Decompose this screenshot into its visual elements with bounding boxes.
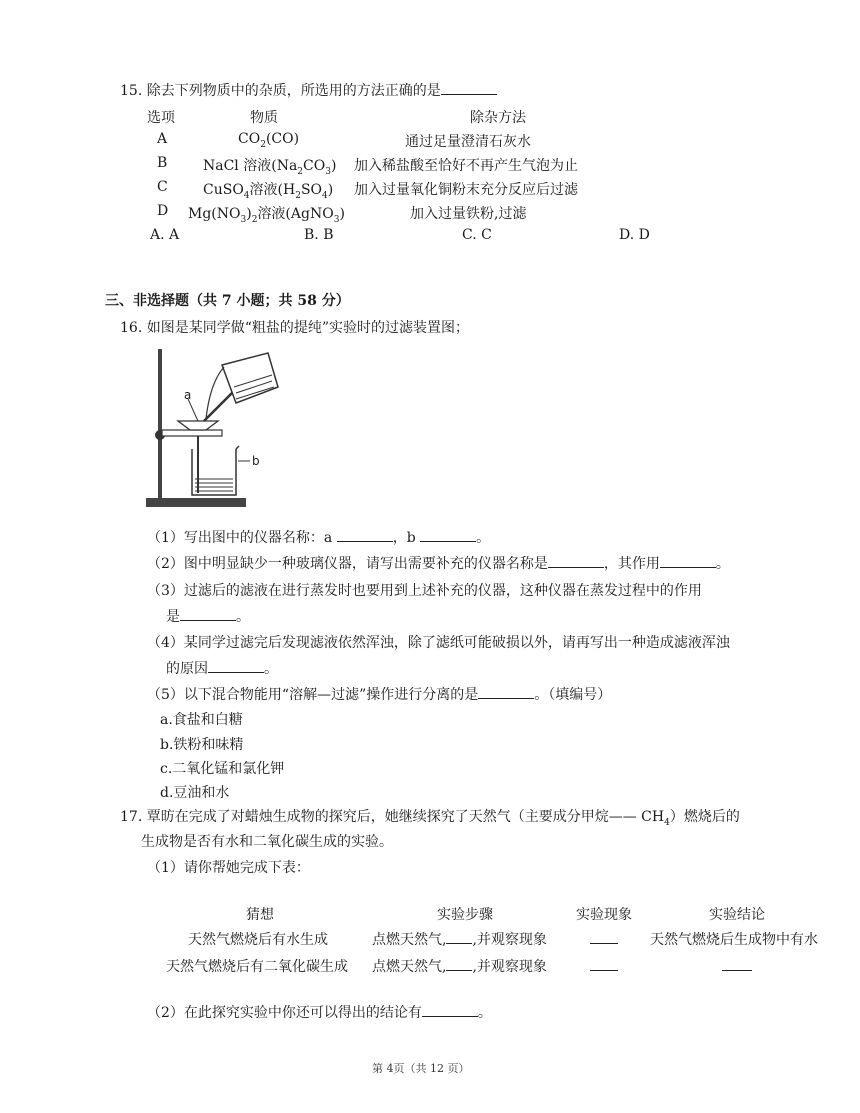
q15-row-c-method: 加入过量氧化铜粉末充分反应后过滤 bbox=[354, 182, 578, 198]
q15-row-d-option: D bbox=[157, 203, 169, 219]
q15-row-a-substance: $CO_2(CO)$ bbox=[238, 131, 300, 150]
q16-part4-line1: （4）某同学过滤完后发现滤液依然浑浊，除了滤纸可能破损以外，请再写出一种造成滤液浑浊 bbox=[147, 635, 730, 651]
q16-part3-line1: （3）过滤后的滤液在进行蒸发时也要用到上述补充的仪器，这种仪器在蒸发过程中的作用 bbox=[147, 583, 702, 599]
q17-header-phenomenon: 实验现象 bbox=[576, 907, 632, 923]
q16-part4-line2: 的原因 。 bbox=[166, 658, 278, 678]
q15-choice-a[interactable]: A. A bbox=[150, 227, 180, 243]
q15-header-substance: 物质 bbox=[250, 110, 278, 126]
q16-part2: （2）图中明显缺少一种玻璃仪器，请写出需要补充的仪器名称是 ，其作用 。 bbox=[147, 553, 730, 573]
q17-row2-guess: 天然气燃烧后有二氧化碳生成 bbox=[166, 959, 348, 975]
q17-header-guess: 猜想 bbox=[246, 907, 274, 923]
q17-part2: （2）在此探究实验中你还可以得出的结论有 。 bbox=[147, 1002, 492, 1022]
q17-header-conclusion: 实验结论 bbox=[709, 907, 765, 923]
q15-header-option: 选项 bbox=[147, 110, 175, 126]
q15-row-b-substance: NaCl 溶液$(Na_2CO_3)$ bbox=[203, 158, 337, 177]
q16-option-a: a.食盐和白糖 bbox=[160, 712, 243, 728]
q15-answer-blank[interactable] bbox=[441, 80, 497, 95]
q17-row2-conclusion-blank[interactable] bbox=[722, 956, 752, 975]
q17-row1-step: 点燃天然气, ,并观察现象 bbox=[372, 929, 547, 949]
q15-row-b-option: B bbox=[157, 155, 168, 171]
q15-stem: 15. 除去下列物质中的杂质，所选用的方法正确的是 bbox=[120, 80, 497, 100]
figure-label-b: b bbox=[252, 454, 260, 468]
funnel bbox=[178, 421, 218, 430]
q17-part1: （1）请你帮她完成下表： bbox=[147, 860, 310, 876]
q17-row1-phenomenon-blank[interactable] bbox=[590, 929, 618, 948]
q17-row2-step-blank[interactable] bbox=[446, 956, 472, 971]
q16-blank-b[interactable] bbox=[420, 527, 476, 542]
q17-row1-step-blank[interactable] bbox=[446, 929, 472, 944]
q17-row2-step: 点燃天然气, ,并观察现象 bbox=[372, 956, 547, 976]
stand-base bbox=[146, 498, 246, 507]
q17-row1-guess: 天然气燃烧后有水生成 bbox=[188, 932, 328, 948]
q16-part1: （1）写出图中的仪器名称：a ，b 。 bbox=[147, 527, 490, 547]
q16-option-c: c.二氧化锰和氯化钾 bbox=[160, 761, 285, 777]
q16-blank-evaporation-role[interactable] bbox=[180, 606, 236, 621]
q16-part5: （5）以下混合物能用“溶解—过滤”操作进行分离的是 。（填编号） bbox=[147, 684, 611, 704]
q17-stem-line2: 生成物是否有水和二氧化碳生成的实验。 bbox=[141, 834, 393, 850]
section-title: 三、非选择题（共 7 小题；共 58 分） bbox=[105, 293, 350, 309]
ring-support bbox=[162, 430, 222, 436]
q16-option-b: b.铁粉和味精 bbox=[160, 737, 244, 753]
stand-rod bbox=[158, 349, 162, 499]
figure-label-a: a bbox=[184, 388, 192, 402]
q17-header-steps: 实验步骤 bbox=[437, 907, 493, 923]
filtration-apparatus-figure bbox=[140, 343, 290, 513]
q17-stem-line1: 17. 覃昉在完成了对蜡烛生成物的探究后，她继续探究了天然气（主要成分甲烷—— $CH_4$）燃烧后的 bbox=[120, 809, 740, 828]
q16-part3-line2: 是 。 bbox=[166, 606, 250, 626]
q16-blank-mixture[interactable] bbox=[478, 684, 534, 699]
q16-blank-a[interactable] bbox=[337, 527, 393, 542]
q17-blank-conclusion[interactable] bbox=[422, 1002, 478, 1017]
q15-row-c-option: C bbox=[157, 179, 168, 195]
q16-blank-reason[interactable] bbox=[208, 658, 264, 673]
page-footer: 第 4页（共 12 页） bbox=[372, 1062, 470, 1075]
filtrate-liquid bbox=[195, 479, 233, 491]
q16-blank-function[interactable] bbox=[660, 553, 716, 568]
q16-option-d: d.豆油和水 bbox=[160, 785, 230, 801]
q15-choice-b[interactable]: B. B bbox=[304, 227, 334, 243]
q15-row-c-substance: CuSO$_4$溶液$(H_2SO_4)$ bbox=[203, 182, 334, 201]
q15-header-method: 除杂方法 bbox=[470, 110, 526, 126]
q15-choice-d[interactable]: D. D bbox=[619, 227, 650, 243]
q17-row1-conclusion: 天然气燃烧后生成物中有水 bbox=[650, 932, 818, 948]
q15-row-a-option: A bbox=[157, 131, 168, 147]
q16-stem: 16. 如图是某同学做“粗盐的提纯”实验时的过滤装置图； bbox=[120, 320, 470, 336]
q15-row-a-method: 通过足量澄清石灰水 bbox=[405, 134, 531, 150]
q16-blank-instrument[interactable] bbox=[548, 553, 604, 568]
q17-row2-phenomenon-blank[interactable] bbox=[590, 956, 618, 975]
q15-row-d-substance: $Mg(NO_3)_2$溶液(AgNO$_3$) bbox=[188, 206, 345, 225]
q15-choice-c[interactable]: C. C bbox=[462, 227, 492, 243]
q15-row-d-method: 加入过量铁粉,过滤 bbox=[410, 206, 527, 222]
q15-row-b-method: 加入稀盐酸至恰好不再产生气泡为止 bbox=[354, 158, 578, 174]
